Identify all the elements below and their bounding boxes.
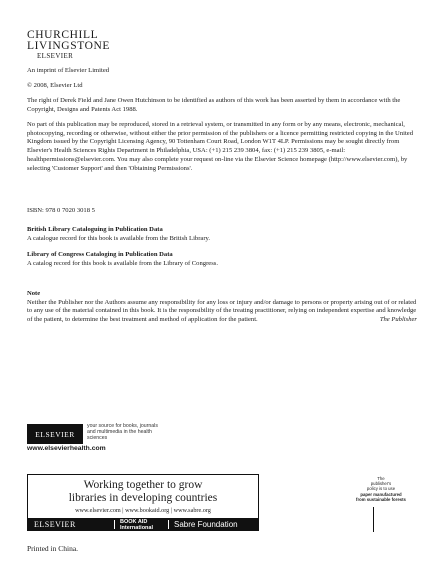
imprint-line: An imprint of Elsevier Limited: [27, 67, 110, 74]
elsevier-health-url[interactable]: www.elsevierhealth.com: [27, 445, 106, 452]
policy-divider: [373, 507, 374, 532]
sabre-url[interactable]: www.sabre.org: [173, 507, 211, 514]
partner-logo-bar: [28, 518, 258, 531]
elsevier-url[interactable]: www.elsevier.com: [75, 507, 121, 514]
policy-line: publisher's: [370, 481, 392, 487]
elsevier-partner-logo: ELSEVIER: [34, 520, 76, 529]
banner-line-1: Working together to grow: [83, 479, 203, 491]
british-library-block: [27, 226, 417, 243]
logo-line-elsevier: ELSEVIER: [37, 52, 74, 60]
policy-line: policy is to use: [366, 486, 396, 492]
logo-divider: [168, 520, 169, 529]
elsevier-badge-logo: ELSEVIER: [27, 424, 83, 444]
note-heading: Note: [27, 290, 41, 297]
isbn-line: ISBN: 978 0 7020 3018 5: [27, 207, 95, 214]
logo-divider: [114, 520, 115, 529]
loc-block: [27, 251, 417, 268]
british-library-heading: British Library Cataloguing in Publication Data: [27, 226, 163, 233]
banner-urls: [28, 507, 258, 514]
rights-assertion: The right of Derek Field and Jane Owen Hutchinson to be identified as authors of this work has been asserted by them in accordance with the Copyright, Designs and Patents Act 1988.: [27, 97, 401, 113]
british-library-text: A catalogue record for this book is available from the British Library.: [27, 234, 211, 242]
policy-line: from sustainable forests: [356, 496, 406, 502]
note-body: Neither the Publisher nor the Authors assume any responsibility for any loss or injury and/or damage to persons or property arising out of or related to any use of the material contained in this book. It is the responsibility of the treating practitioner, relying on independent expertise and knowledge of the patient, to determine the best treatment and method of application for the patient.: [27, 298, 417, 324]
publisher-logo: [27, 29, 111, 60]
note-block: [27, 290, 417, 325]
banner-line-2: libraries in developing countries: [68, 492, 218, 504]
permissions-text: No part of this publication may be reproduced, stored in a retrieval system, or transmitted in any form or by any means, electronic, mechanical, photocopying, recording or otherwise, without either the prior permission of the publishers or a licence permitting restricted copying in the United Kingdom issued by the Copyright Licensing Agency, 90 Tottenham Court Road, London W1T 4LP. Permissions may be sought directly from Elsevier's Health Sciences Rights Department in Philadelphia, USA: (+1) 215 239 3804, fax: (+1) 215 239 3805, e-mail: healthpermissions@elsevier.com. You may also complete your request on-line via the Elsevier Science homepage (http://www.elsevier.com), by selecting 'Customer Support' and then 'Obtaining Permissions'.: [27, 121, 414, 172]
logo-line-churchill: CHURCHILL: [27, 29, 99, 41]
policy-line: paper manufactured: [360, 491, 402, 497]
url-separator: |: [170, 507, 173, 514]
loc-text: A catalog record for this book is available from the Library of Congress.: [27, 259, 218, 267]
policy-line: The: [377, 476, 385, 481]
sabre-partner-logo: Sabre Foundation: [174, 520, 238, 529]
paper-policy-note: [343, 476, 419, 502]
loc-heading: Library of Congress Cataloging in Publication Data: [27, 251, 173, 258]
working-together-banner: [27, 474, 259, 531]
url-separator: |: [122, 507, 124, 514]
elsevier-badge-tagline: your source for books, journals and multimedia in the health sciences: [87, 423, 158, 442]
bookaid-partner-logo: BOOK AID International: [120, 519, 154, 531]
copyright-line: © 2008, Elsevier Ltd: [27, 82, 83, 89]
note-signature: The Publisher: [379, 316, 417, 324]
note-text: [27, 299, 417, 325]
bookaid-url[interactable]: www.bookaid.org: [125, 507, 170, 514]
printed-in: Printed in China.: [27, 544, 79, 553]
logo-line-livingstone: LIVINGSTONE: [27, 40, 111, 52]
